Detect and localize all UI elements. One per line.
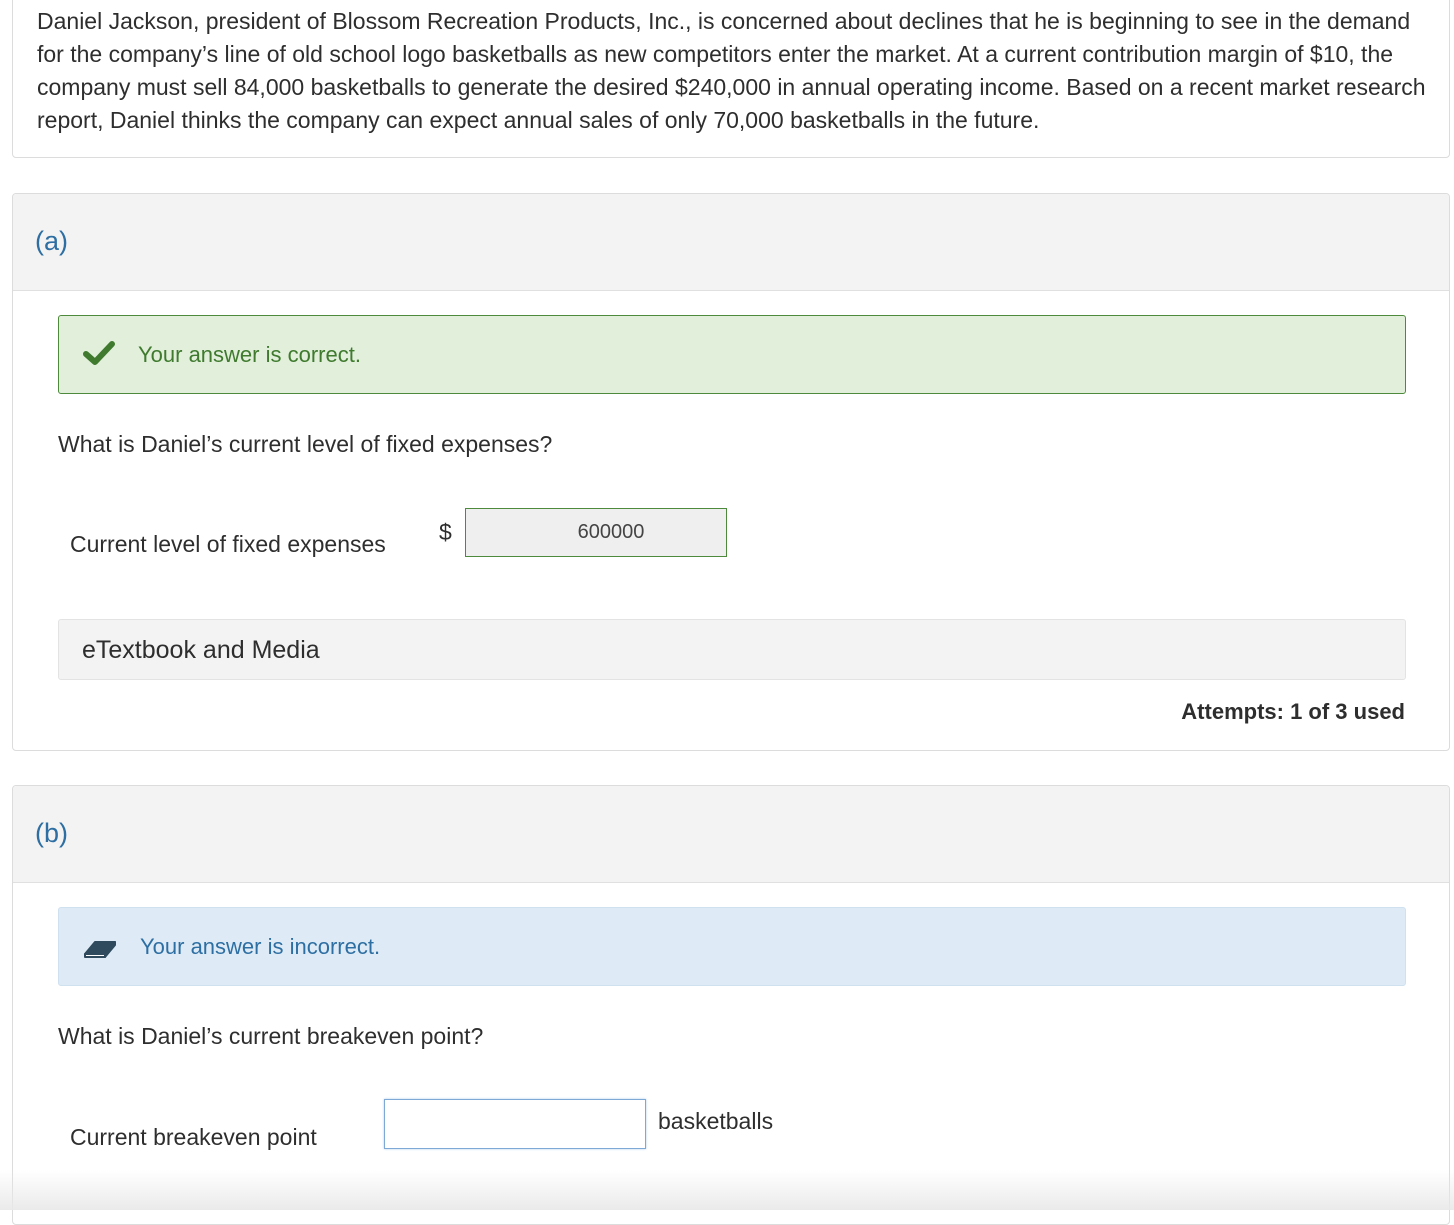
bottom-fade bbox=[0, 1170, 1454, 1210]
correct-feedback-banner bbox=[58, 315, 1406, 394]
breakeven-point-input[interactable] bbox=[384, 1099, 646, 1149]
attempts-counter: Attempts: 1 of 3 used bbox=[1181, 699, 1405, 724]
incorrect-feedback-text: Your answer is incorrect. bbox=[140, 934, 381, 959]
part-a-card bbox=[12, 193, 1450, 751]
fixed-expenses-answer-field[interactable]: 600000 bbox=[465, 508, 727, 557]
eraser-icon bbox=[83, 932, 117, 960]
part-b-header bbox=[13, 786, 1449, 883]
part-b-card bbox=[12, 785, 1450, 1225]
problem-statement-card bbox=[12, 0, 1450, 158]
etextbook-media-label: eTextbook and Media bbox=[82, 636, 320, 664]
part-b-letter: (b) bbox=[35, 818, 68, 848]
part-a-header bbox=[13, 194, 1449, 291]
checkmark-icon bbox=[83, 340, 115, 368]
fixed-expenses-label: Current level of fixed expenses bbox=[70, 531, 386, 557]
part-a-question: What is Daniel’s current level of fixed expenses? bbox=[58, 431, 553, 457]
correct-feedback-text: Your answer is correct. bbox=[138, 342, 361, 367]
etextbook-media-button[interactable] bbox=[58, 619, 1406, 680]
dollar-sign: $ bbox=[439, 519, 452, 545]
problem-statement-text: Daniel Jackson, president of Blossom Recreation Products, Inc., is concerned about declines that he is beginning to see in the demand for the company’s line of old school logo basketballs as new competitors enter the market. At a current contribution margin of $10, the company must sell 84,000 basketballs to generate the desired $240,000 in annual operating income. Based on a recent market research report, Daniel thinks the company can expect annual sales of only 70,000 basketballs in the future. bbox=[37, 8, 1426, 133]
part-a-letter: (a) bbox=[35, 226, 68, 256]
breakeven-point-label: Current breakeven point bbox=[70, 1124, 317, 1150]
part-b-question: What is Daniel’s current breakeven point? bbox=[58, 1023, 484, 1049]
incorrect-feedback-banner bbox=[58, 907, 1406, 986]
basketballs-unit-label: basketballs bbox=[658, 1108, 774, 1134]
